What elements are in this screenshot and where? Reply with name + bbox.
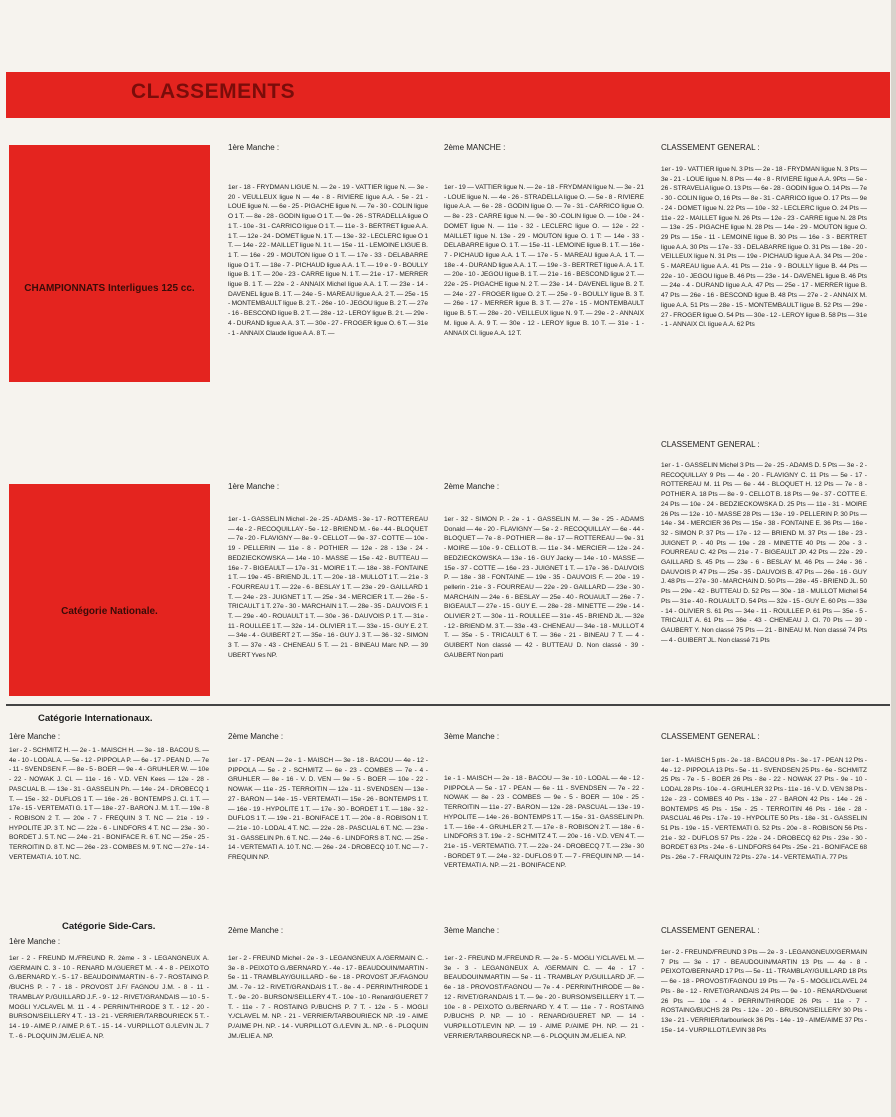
internationaux-col4-text: 1er - 1 - MAISCH 5 pts - 2e - 18 - BACOU 8 Pts - 3e - 17 - PEAN 12 Pts - 4e - 12 - PIPPOLA 13 Pts - 5e - 11 - SVENDSEN 25 Pts - 6e - SCHMITZ 25 Pts - 7e - 5 - BOER 26 Pts - 8e - 22 - NOWAK 27 Pts - 9e - 10 - LODAL 28 Pts - 10e - 4 - GRUHLER 32 Pts - 11e - 16 - V. D. VEN 38 Pts - 12e - 23 - COMBES 40 Pts - 13e - 27 - BARON 42 Pts - 14e - 26 - BONTEMPS 45 Pts - 15e - 25 - TERROITIN 46 Pts - 16e - 28 - PASCUAL 46 Pts - 17e - 19 - HYPOLITE 50 Pts - 18e - 31 - GASSELIN 51 Pts - 19e - 15 - VERTEMATI G. 52 Pts - 20e - 8 - ROBISON 56 Pts - 21e - 32 - DUFLOS 57 Pts - 22e - 24 - DROBECQ 62 Pts - 23e - 30 - BORDET 63 Pts - 24e - 6 - LINDFORS 64 Pts - 25e - 21 - BONIFACE 68 Pts - 26e - 7 - FRAIQUIN 72 Pts - 27e - 14 - VERTEMATI A. 77 Pts — [661, 757, 867, 862]
side-cars-col3-header: 3ème Manche : — [444, 926, 500, 935]
nationale-col3-header: CLASSEMENT GENERAL : — [661, 440, 760, 449]
side-cars-col2-text: 1er - 2 - FREUND Michel - 2e - 3 - LEGANGNEUX A./GERMAIN C. - 3e - 8 - PEIXOTO G./BERNARD Y. - 4e - 17 - BEAUDOUIN/MARTIN - 5e - 11 - TRAMBLAY/GUILLARD - 6e - 18 - PROVOST JF./FAGNOU JM. - 7e - 12 - RIVET/GRANDAIS 1 T. - 8e - 4 - PERRIN/THIRODE 1 T. - 9e - 20 - BURSON/SEILLERY 4 T. - 10e - 10 - Renard/GUERET 7 T. - 11e - 7 - ROSTAING P./BUCHS P. 7 T. - 12e - 5 - MOGLI Y./CLAVEL M. NP. - 21 - VERRIER/TARBOURIECK NP. -19 - AIME P./AIME PH. NP. - 14 - VURPILLOT G./LEVIN JL. NP. - 6 - PLOQUIN JM./ELIE A. NP. — [228, 955, 428, 1040]
internationaux-col3-header: 3ème Manche : — [444, 732, 500, 741]
side-cars-col4-text: 1er - 2 - FREUND/FREUND 3 Pts — 2e - 3 - LEGANGNEUX/GERMAIN 7 Pts — 3e - 17 - BEAUDOUIN/MARTIN 13 Pts — 4e - 8 - PEIXOTO/BERNARD 17 Pts — 5e - 11 - TRAMBLAY/GUILLARD 18 Pts — 6e - 18 - PROVOST/FAGNOU 19 Pts — 7e - 5 - MOGLI/CLAVEL 24 Pts - 8e - 12 - RIVET/GRANDAIS 24 Pts — 9e - 10 - RENARD/Gueret 26 Pts — 10e - 4 - PERRIN/THIRODE 26 Pts - 11e - 7 - ROSTAING/BUCHS 28 Pts - 12e - 20 - BRUSON/SEILLERY 30 Pts - 13e - 21 - VERRIER/tarbourieck 36 Pts - 14e - 19 - AIME/AIME 37 Pts - 15e - 14 - VURPILLOT/LEVIN 38 Pts — [661, 949, 867, 1034]
nationale-col1-text: 1er - 1 - GASSELIN Michel - 2e - 25 - ADAMS - 3e - 17 - ROTTEREAU — 4e - 2 - RECOQUILLAY - 5e - 12 - BRIEND M. - 6e - 44 - BLOQUET — 7e - 20 - FLAVIGNY — 8e - 9 - CELLOT — 9e - 37 - COTTE — 10e - 19 - PELLERIN — 11e - 8 - POTHIER — 12e - 28 - 13e - 24 - BEDZIECKOWSKA — 14e - 10 - MASSE — 15e - 42 - BUTTEAU — 16e - 7 - BIGEAULT — 17e - 31 - MOIRE 1 T. — 18e - 38 - FONTAINE 1 T. — 19e - 45 - BRIEND JL. 1 T. — 20e - 18 - MULLOT 1 T. — 21e - 3 - FOURREAU 1 T. — 22e - 6 - BESLAY 1 T. — 23e - 29 - GAILLARD 1 T. — 24e - 23 - JUIGNET 1 T. — 25e - 34 - MERCIER 1 T. — 26e - 5 - TRICAULT 1 T. 27e - 30 - MARCHAIN 1 T. — 28e - 35 - DAUVOIS F. 1 T. — 29e - 40 - ROUAULT 1 T. — 30e - 36 - DAUVOIS P. 1 T. — 31e - 11 - ROULLEE 1 T. — 32e - 14 - OLIVIER 1 T. — 33e - 15 - GUY E. 2 T. — 34e - 4 - GUIBERT 2 T. — 35e - 16 - GUY J. 3 T. — 36 - 32 - SIMON 3 T. — 37e - 43 - CHENEAU 5 T. — 21 - BINEAU Marc NP. — 39 UBERT Yves NP. — [228, 516, 428, 659]
nationale-col2-text: 1er - 32 - SIMON P. - 2e - 1 - GASSELIN M. — 3e - 25 - ADAMS Donald — 4e - 20 - FLAVIGNY — 5e - 2 - RECOQUILLAY — 6e - 44 - BLOQUET — 7e - 8 - POTHIER — 8e - 17 — ROTTEREAU — 9e - 31 - MOIRE — 10e - 9 - CELLOT B. — 11e - 34 - MERCIER — 12e - 24 - BEDZIECKOWSKA — 13e - 16 - GUY Jacky — 14e - 10 - MASSE — 15e - 37 - COTTE — 16e - 23 - JUIGNET 1 T. — 17e - 36 - DAUVOIS P. — 18e - 38 - FONTAINE — 19e - 35 - DAUVOIS F. — 20e - 19 - pellerin - 21e - 3 - FOURREAU — 22e - 29 - GAILLARD — 23e - 30 - MARCHAIN — 24e - 6 - BESLAY — 25e - 40 - ROUAULT — 26e - 7 - BIGEAULT — 27e - 15 - GUY E. — 28e - 28 - MINETTE — 29e - 14 - OLIVIER 2 T. — 30e - 11 - ROULLEE — 31e - 45 - BRIEND JL. — 32e - 12 - BRIEND M. 3 T. — 33e - 43 - CHENEAU — 34e - 18 - MULLOT 4 T. — 35e - 5 - TRICAULT 6 T. — 36e - 21 - BINEAU 7 T. — 4 - GUIBERT Non classé — 42 - BUTTEAU D. Non classé - 39 - GAUBERT Non parti — [444, 516, 644, 659]
nationale-label: Catégorie Nationale. — [61, 606, 158, 617]
side-cars-col1-header: 1ère Manche : — [9, 937, 61, 946]
side-cars-col4-header: CLASSEMENT GENERAL : — [661, 926, 760, 935]
side-cars-col2-header: 2ème Manche : — [228, 926, 284, 935]
internationaux-col1-text: 1er - 2 - SCHMITZ H. — 2e - 1 - MAISCH H. — 3e - 18 - BACOU S. — 4e - 10 - LODAL A. — 5e - 12 - PIPPOLA P. — 6e - 17 - PEAN D. — 7e - 11 - SVENDSEN F. — 8e - 5 - BOER — 9e - 4 - GRUHLER W. — 10e - 22 - NOWAK J. Cl. — 11e - 16 - V.D. VEN Kees — 12e - 28 - PASCUAL B. — 13e - 31 - GASSELIN Ph. — 14e - 24 - DROBECQ 1 T. — 15e - 32 - DUFLOS 1 T. — 16e - 26 - BONTEMPS J. Cl. 1 T. — 17e - 15 - VERTEMATI G. 1 T — 18e - 27 - BARON J. M. 1 T. — 19e - 8 - ROBISON 2 T. — 20e - 7 - FREQUIN 3 T. NC — 21e - 19 - HYPOLITE JP. 3 T. NC — 22e - 6 - LINDFORS 4 T. NC — 23e - 30 - BORDET J. 5 T. NC — 24e - 21 - BONIFACE R. 6 T. NC — 25e - 25 - TERROITIN D. 8 T. NC — 26e - 23 - COMBES M. 9 T. NC — 27e - 14 - VERTEMATI A. 10 T. NC. — [9, 747, 209, 861]
nationale-col3-text: 1er - 1 - GASSELIN Michel 3 Pts — 2e - 25 - ADAMS D. 5 Pts — 3e - 2 - RECOQUILLAY 9 Pts — 4e - 20 - FLAVIGNY C. 11 Pts — 5e - 17 - ROTTEREAU M. 11 Pts — 6e - 44 - BLOQUET H. 12 Pts — 7e - 8 - POTHIER A. 18 Pts — 8e - 9 - CELLOT B. 18 Pts — 9e - 37 - COTTE E. 24 Pts — 10e - 24 - BEDZIECKOWSKA D. 25 Pts — 11e - 31 - MOIRE 26 Pts — 12e - 10 - MASSE 28 Pts — 13e - 19 - PELLERIN P. 30 Pts — 14e - 34 - MERCIER 36 Pts — 15e - 38 - FONTAINE E. 36 Pts — 16e - 32 - SIMON P. 37 Pts — 17e - 12 — BRIEND M. 37 Pts — 18e - 23 - JUIGNET P. - 40 Pts — 19e - 28 - MINETTE 40 Pts — 20e - 3 - FOURREAU C. 42 Pts — 21e - 7 - BIGEAULT JP. 42 Pts — 22e - 29 - GAILLARD S. 45 Pts — 23e - 6 - BESLAY M. 46 Pts — 24e - 36 - DAUVOIS P. 47 Pts — 25e - 35 - DAUVOIS B. 47 Pts — 26e - 16 - GUY J. 48 Pts — 27e - 30 - MARCHAIN D. 50 Pts — 28e - 45 - BRIEND JL. 50 Pts — 29e - 42 - BUTTEAU D. 52 Pts — 30e - 18 - MULLOT Michel 54 Pts — 31e - 40 - ROUAULT D. 54 Pts — 32e - 15 - GUY E. 60 Pts — 33e - 14 - OLIVIER S. 61 Pts — 34e - 11 - ROULLEE P. 61 Pts — 35e - 5 - TRICAULT A. 61 Pts — 36e - 43 - CHENEAU J. Cl. 70 Pts — 39 - GAUBERT Y. Non classé 75 Pts — 21 - BINEAU M. Non classé 74 Pts — 4 - GUIBERT JL. Non classé 71 Pts — [661, 462, 867, 644]
championnats-col2-text: 1er - 19 — VATTIER ligue N. — 2e - 18 - FRYDMAN ligue N. — 3e - 21 - LOUE ligue N. — 4e - 26 - STRADELLA ligue O. — 5e - 8 - RIVIERE ligue A.A. — 6e - 28 - GODIN ligue O. — 7e - 31 - CARRICO ligue O. — 8e - 23 - CARRE ligue N. — 9e - 30 -COLIN ligue O. — 10e - 24 - DOMET ligue N. — 11e - 32 - LECLERC ligue O. — 12e - 22 - MAILLET ligue N. 13e - 29 - MOUTON ligue O. 1 T: — 14e - 33 - DELABARRE ligue O. 1 T. — 15e -11 - LEMOINE ligue B. 1 T. — 16e - 7 - PICHAUD ligue A.A. 1 T. — 17e - 5 - MAREAU ligue A.A. 1 T. — 18e - 4 - DURAND ligue A.A. 1 T. — 19e - 3 - BERTRET ligue A. A. 1 T. — 20e - 10 - JEGOU ligue B. 1 T. — 21e - 16 - BESCOND ligue 2 T. — 22e - 25 - PIGACHE ligue N. 2 T. — 23e - 14 - DAVENEL ligue B. 2 T. — 24e - 27 - FROGER ligue O. 2 T. — 25e - 9 - BOULLY ligue B. 3 T. — 26e - 17 - MERRER ligue B. 3 T. — 27e - 15 - MONTEMBAULT ligue B. 5 T. — 28e - 20 - VEILLEUX ligue N. 9 T. — 29e - 2 - ANNAIX M. ligue A. A. 9 T. — 30e - 12 - LEROY ligue B. 10 T. — 31e - 1 - ANNAIX Cl. ligue A.A. 12 T. — [444, 184, 644, 337]
section-divider — [6, 704, 890, 706]
side-cars-col1-text: 1er - 2 - FREUND M./FREUND R. 2ème - 3 - LEGANGNEUX A. /GERMAIN C. 3 - 10 - RENARD M./GUERET M. - 4 - 8 - PEIXOTO G./BERNARD Y. - 5 - 17 - BEAUDOIN/MARTIN - 6 - 7 - ROSTAING P. /BUCHS P. - 7 - 18 - PROVOST J.F/ FAGNOU J.M. - 8 - 11 - TRAMBLAY P./GUILLARD J.F. - 9 - 12 - RIVET/GRANDAIS — 10 - 5 - MOGLI Y./CLAVEL M. 11 - 4 - PERRIN/THIRODE 3 T. - 12 - 20 - BURSON/SEILLERY 4 T. - 13 - 21 - VERRIER/TARBOURIECK 5 T. - 14 - 19 - AIME P. / AIME P. 6 T. - 15 - 14 - VURPILLOT G./LEVIN JL. 7 T. - 6 - PLOQUIN JM./ELIE A. NP. — [9, 955, 209, 1040]
championnats-label: CHAMPIONNATS Interligues 125 cc. — [24, 283, 195, 294]
internationaux-col2-header: 2ème Manche : — [228, 732, 284, 741]
side-cars-title: Catégorie Side-Cars. — [62, 921, 156, 932]
internationaux-col4-header: CLASSEMENT GENERAL : — [661, 732, 760, 741]
championnats-col1-header: 1ère Manche : — [228, 143, 280, 152]
championnats-red-box — [9, 145, 210, 382]
title-banner — [6, 72, 890, 118]
internationaux-title: Catégorie Internationaux. — [38, 713, 153, 724]
nationale-col2-header: 2ème Manche : — [444, 482, 500, 491]
internationaux-col2-text: 1er - 17 - PEAN — 2e - 1 - MAISCH — 3e - 18 - BACOU — 4e - 12 - PIPPOLA — 5e - 2 - SCHMITZ — 6e - 23 - COMBES — 7e - 4 - GRUHLER — 8e - 16 - V. D. VEN — 9e - 5 - BOER — 10e - 22 - NOWAK — 11e - 25 - TERROITIN — 12e - 11 - SVENDSEN — 13e - 27 - BARON — 14e - 15 - VERTEMATI — 15e - 26 - BONTEMPS 1 T. — 16e - 19 - HYPOLITE 1 T. — 17e - 30 - BORDET 1 T. — 18e - 32 - DUFLOS 1 T. — 19e - 21 - BONIFACE 1 T. — 20e - 8 - ROBISON 1 T. — 21e - 10 - LODAL 4 T. NC. — 22e - 28 - PASCUAL 6 T. NC. — 23e - 31 - GASSELIN Ph. 6 T. NC. — 24e - 6 - LINDFORS 8 T. NC. — 25e - 14 - VERTEMATI A. 10 T. NC. — 26e - 24 - DROBECQ 10 T. NC — 7 - FREQUIN NP. — [228, 757, 428, 862]
page-spine — [891, 0, 896, 1117]
championnats-col3-text: 1er - 19 - VATTIER ligue N. 3 Pts — 2e - 18 - FRYDMAN ligue N. 3 Pts — 3e - 21 - LOUE ligue N. 8 Pts — 4e - 8 - RIVIERE ligue A.A. 9Pts — 5e - 26 - STRAVELIA ligue O. 13 Pts — 6e - 28 - GODIN ligue O. 14 Pts — 7e - 30 - COLIN ligue O, 16 Pts — 8e - 31 - CARRICO ligue O. 17 Pts — 9e - 24 - DOMET ligue N. 22 Pts — 10e - 32 - LECLERC ligue O. 24 Pts — 11e - 22 - MAILLET ligue N. 26 Pts — 12e - 23 - CARRE ligue N. 28 Pts — 13e - 25 - PIGACHE ligue N. 28 Pts — 14e - 29 - MOUTON ligue O. 29 Pts — 15e - 11 - LEMOINE ligue B. 30 Pts — 16e - 3 - BERTRET ligue A.A. 30 Pts — 17e - 33 - DELABARRE ligue O. 31 Pts — 18e - 20 - VEILLEUX ligue N. 31 Pts — 19e - PICHAUD ligue A.A. 34 Pts — 20e - 5 - MAREAU ligue A.A. 41 Pts — 21e - 9 - BOULLY ligue B. 44 Pts — 22e - 10 - JEGOU ligue B. 46 Pts — 23e - 14 - DAVENEL ligue B. 46 Pts — 24e - 4 - DURAND ligue A.A. 47 Pts — 25e - 17 - MERRER ligue B. 47 Pts — 26e - 16 - BESCOND ligue B. 48 Pts — 27e - 2 - ANNAIX M. ligue A.A. 51 Pts — 28e - 15 - MONTEMBAULT ligue B. 52 Pts — 29e - 27 - FROGER ligue O. 54 Pts — 30e - 12 - LEROY ligue B. 58 Pts — 31e - 1 - ANNAIX Cl. ligue A.A. 62 Pts — [661, 166, 867, 329]
internationaux-col3-text: 1e - 1 - MAISCH — 2e - 18 - BACOU — 3e - 10 - LODAL — 4e - 12 - PIIPPOLA — 5e - 17 - PEAN — 6e - 11 - SVENDSEN — 7e - 22 - NOWAK — 8e - 23 - COMBES — 9e - 5 - BOER — 10e - 25 - TERROITIN — 11e - 27 - BARON — 12e - 28 - PASCUAL — 13e - 19 - HYPOLITE — 14e - 26 - BONTEMPS 1 T. — 15e - 31 - GASSELIN Ph. 1 T. — 16e - 4 - GRUHLER 2 T. — 17e - 8 - ROBISON 2 T. — 18e - 6 - LINDFORS 3 T. 19e - 2 - SCHMITZ 4 T. — 20e - 16 - V.D. VEN 4 T. — 21e - 15 - VERTEMATIG. 7 T. — 22e - 24 - DROBECQ 7 T. — 23e - 30 - BORDET 9 T. — 24e - 32 - DUFLOS 9 T. — 7 - FREQUIN NP. — 14 - VERTEMATI A. NP. — 21 - BONIFACE NP. — [444, 775, 644, 870]
page-title: CLASSEMENTS — [131, 80, 296, 103]
championnats-col1-text: 1er - 18 - FRYDMAN LIGUE N. — 2e - 19 - VATTIER ligue N. — 3e - 20 - VEULLEUX ligue N — 4e - 8 - RIVIERE ligue A.A. - 5e - 21 - LOUE ligue N. — 6e - 25 - PIGACHE ligue N. — 7e - 30 - COLIN ligue O 1 T. — 8e - 28 - GODIN ligue O 1 T. — 9e - 26 - STRADELLA ligue O 1 T. - 10e - 31 - CARRICO ligue O 1 T. — 11e - 3 - BERTRET ligue A.A. 1 T. — 12e - 24 - DOMET ligue N. 1 T. — 13e - 32 - LECLERC ligue O 1 T. — 14e - 22 - MAILLET ligue N. 1 t. — 15e - 11 - LEMOINE LIGUE B. 1 T. — 16e - 29 - MOUTON ligue O 1 T. — 17e - 33 - DELABARRE ligue O 1 T. — 18e - 7 - PICHAUD ligue A.A. 1 T. — 19 e - 9 - BOULLY ligue B. 1 T. — 20e - 23 - CARRE ligue N. 1 T. — 21e - 17 - MERRER ligue B. 1 T. — 22e - 2 - ANNAIX Michel ligue A.A. 1 T. — 23e - 14 - DAVENEL ligue B. 1 T. — 24e - 5 - MAREAU ligue A.A. 2 T. — 25e - 15 - MONTEMBAULT ligue B. 2 T. - 26e - 10 - JEGOU ligue B. 2 T. — 27e - 16 - BESCOND ligue B. 2 T. — 28e - 12 - LEROY ligue B. 2 t. — 29e - 4 - DURAND ligue A.A. 3 T. — 30e - 27 - FROGER ligue O. 6 T. — 31e - 1 - ANNAIX Claude ligue A.A. 8 T. — — [228, 184, 428, 337]
championnats-col2-header: 2ème MANCHE : — [444, 143, 506, 152]
championnats-col3-header: CLASSEMENT GENERAL : — [661, 143, 760, 152]
nationale-red-box — [9, 484, 210, 696]
side-cars-col3-text: 1er - 2 - FREUND M./FREUND R. — 2e - 5 - MOGLI Y/CLAVEL M. — 3e - 3 - LEGANGNEUX A. /GERMAIN C. — 4e - 17 - BEAUDOUIN/MARTIN — 5e - 11 - TRAMBLAY P./GUILLARD JF. — 6e - 18 - PROVOST/FAGNOU — 7e - 4 - PERRIN/THIRODE — 8e - 12 - RIVET/GRANDAIS 1 T. — 9e - 20 - BURSON/SEILLERY 1 T. — 10e - 8 - PEIXOTO G./BERNARD Y. 4 T. — 11e - 7 - ROSTAING P./BUCHS P. NP. — 10 - RENARD/GUERET NP. — 14 - VURPILLOT/LEVIN NP. — 19 - AIME P./AIME PH. NP. — 21 - VERRIER/TARBOURECK NP. — 6 - PLOQUIN JM./ELIE A. NP. — [444, 955, 644, 1040]
nationale-col1-header: 1ère Manche : — [228, 482, 280, 491]
internationaux-col1-header: 1ère Manche : — [9, 732, 61, 741]
